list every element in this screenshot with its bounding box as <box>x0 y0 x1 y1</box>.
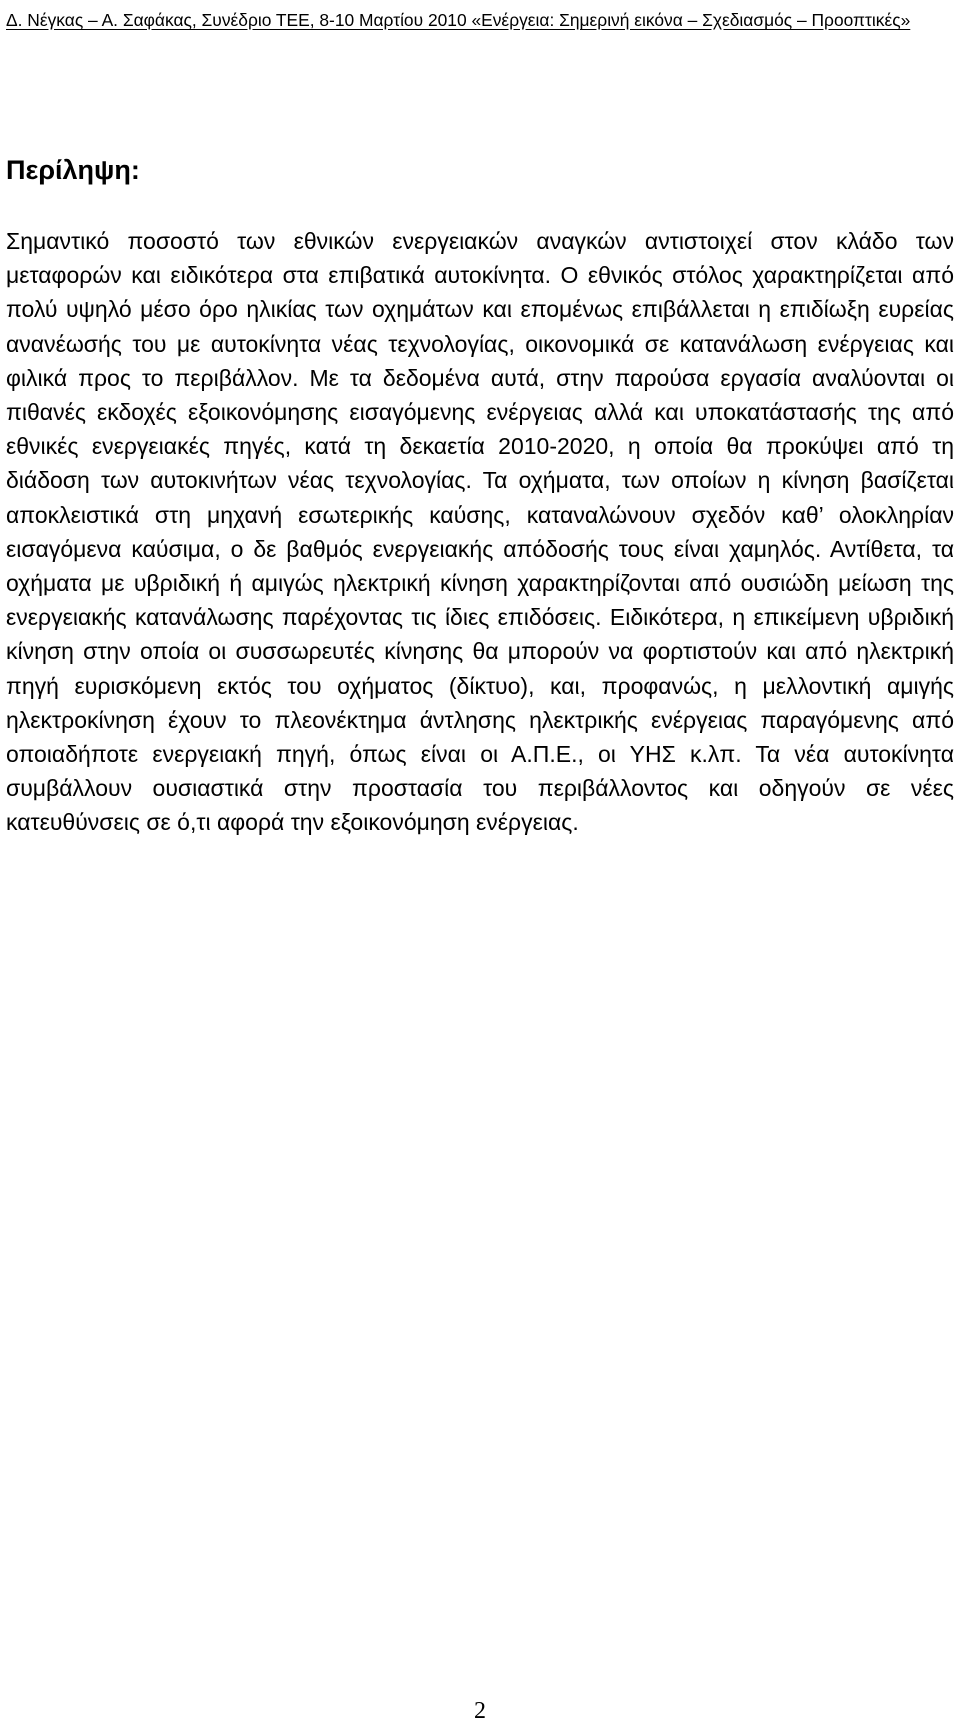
page-number: 2 <box>474 1698 486 1724</box>
summary-paragraph: Σημαντικό ποσοστό των εθνικών ενεργειακών αναγκών αντιστοιχεί στον κλάδο των μεταφορών και ειδικότερα στα επιβατικά αυτοκίνητα. Ο εθνικός στόλος χαρακτηρίζεται από πολύ υψηλό μέσο όρο ηλικίας των οχημάτων και επομένως επιβάλλεται η επιδίωξη ευρείας ανανέωσής του με αυτοκίνητα νέας τεχνολογίας, οικονομικά σε κατανάλωση ενέργειας και φιλικά προς το περιβάλλον. Με τα δεδομένα αυτά, στην παρούσα εργασία αναλύονται οι πιθανές εκδοχές εξοικονόμησης εισαγόμενης ενέργειας αλλά και υποκατάστασής της από εθνικές ενεργειακές πηγές, κατά τη δεκαετία 2010-2020, η οποία θα προκύψει από τη διάδοση των αυτοκινήτων νέας τεχνολογίας. Τα οχήματα, των οποίων η κίνηση βασίζεται αποκλειστικά στη μηχανή εσωτερικής καύσης, καταναλώνουν σχεδόν καθ’ ολοκληρίαν εισαγόμενα καύσιμα, ο δε βαθμός ενεργειακής απόδοσής τους είναι χαμηλός. Αντίθετα, τα οχήματα με υβριδική ή αμιγώς ηλεκτρική κίνηση χαρακτηρίζονται από ουσιώδη μείωση της ενεργειακής κατανάλωσης παρέχοντας τις ίδιες επιδόσεις. Ειδικότερα, η επικείμενη υβριδική κίνηση στην οποία οι συσσωρευτές κίνησης θα μπορούν να φορτιστούν και από ηλεκτρική πηγή ευρισκόμενη εκτός του οχήματος (δίκτυο), και, προφανώς, η μελλοντική αμιγής ηλεκτροκίνηση έχουν το πλεονέκτημα άντλησης ηλεκτρικής ενέργειας παραγόμενης από οποιαδήποτε ενεργειακή πηγή, όπως είναι οι Α.Π.Ε., οι ΥΗΣ κ.λπ. Τα νέα αυτοκίνητα συμβάλλουν ουσιαστικά στην προστασία του περιβάλλοντος και οδηγούν σε νέες κατευθύνσεις σε ό,τι αφορά την εξοικονόμηση ενέργειας. <box>6 228 954 836</box>
running-header: Δ. Νέγκας – Α. Σαφάκας, Συνέδριο ΤΕΕ, 8-10 Μαρτίου 2010 «Ενέργεια: Σημερινή εικόνα – Σχεδιασμός – Προοπτικές» <box>6 10 911 30</box>
section-title: Περίληψη: <box>6 155 140 185</box>
